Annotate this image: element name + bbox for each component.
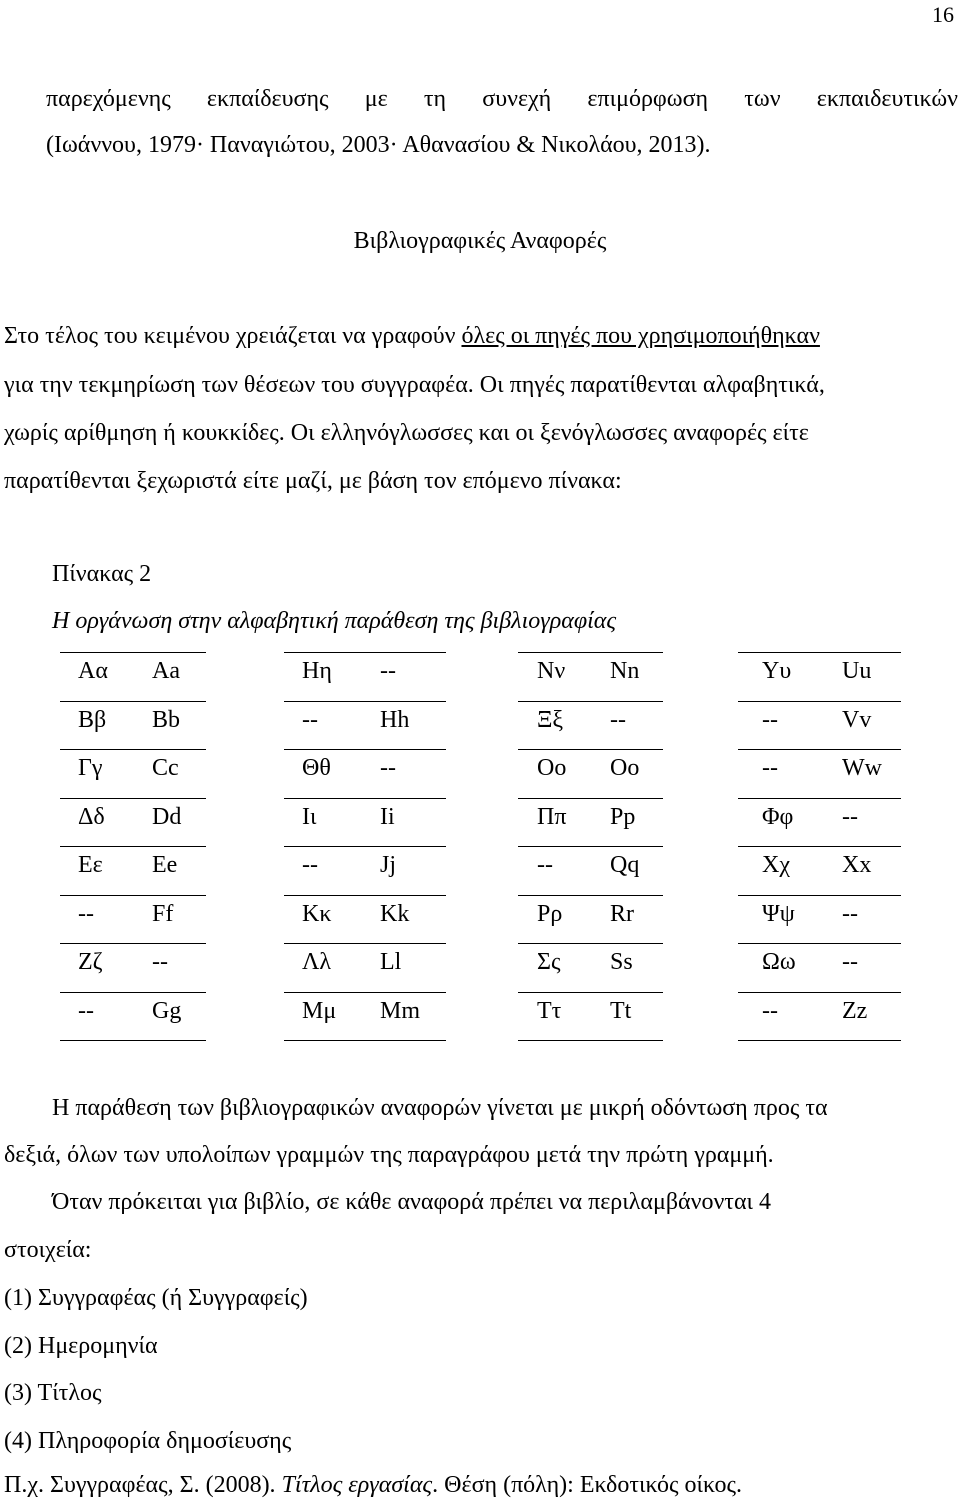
table-cell: Ψψ (762, 900, 795, 927)
example-text-post: . Θέση (πόλη): Εκδοτικός οίκος. (432, 1472, 743, 1498)
table-cell: -- (152, 949, 168, 975)
table-cell: Οο (537, 755, 567, 781)
example-line (4, 1470, 742, 1500)
section-heading: Βιβλιογραφικές Αναφορές (353, 228, 607, 254)
table-cell: Ww (842, 755, 882, 781)
table-caption: Η οργάνωση στην αλφαβητική παράθεση της βιβλιογραφίας (52, 608, 617, 634)
table-cell: -- (762, 997, 778, 1024)
table-cell: Bb (152, 706, 181, 733)
list-item-4: (4) Πληροφορία δημοσίευσης (4, 1428, 292, 1454)
table-cell: -- (78, 900, 94, 927)
table-cell: Δδ (78, 803, 105, 830)
paragraph-1-line-2: (Ιωάννου, 1979· Παναγιώτου, 2003· Αθανασίου & Νικολάου, 2013). (46, 132, 711, 158)
table-rule (518, 652, 663, 653)
table-label: Πίνακας 2 (52, 561, 152, 587)
table-cell: Φφ (762, 803, 794, 830)
table-cell: -- (842, 900, 858, 927)
table-cell: -- (537, 852, 553, 878)
table-rule (60, 992, 206, 993)
table-cell: Ee (152, 852, 178, 878)
table-cell: Kk (380, 900, 410, 927)
table-cell: Aa (152, 658, 180, 684)
table-rule (60, 1040, 206, 1041)
table-cell: -- (380, 658, 396, 684)
table-cell: Ιι (302, 803, 317, 830)
paragraph-2-line-3: χωρίς αρίθμηση ή κουκκίδες. Οι ελληνόγλωσσες και οι ξενόγλωσσες αναφορές είτε (4, 420, 809, 446)
underlined-phrase: όλες οι πηγές που χρησιμοποιήθηκαν (461, 323, 820, 349)
table-rule (284, 943, 446, 944)
table-rule (284, 749, 446, 750)
paragraph-2-line-2: για την τεκμηρίωση των θέσεων του συγγραφέα. Οι πηγές παρατίθενται αλφαβητικά, (4, 372, 825, 398)
table-cell: Αα (78, 658, 108, 684)
table-rule (738, 701, 901, 702)
paragraph-3-line-1: Η παράθεση των βιβλιογραφικών αναφορών γίνεται με μικρή οδόντωση προς τα (52, 1095, 828, 1121)
table-rule (738, 943, 901, 944)
table-rule (284, 895, 446, 896)
table-rule (738, 895, 901, 896)
table-rule (60, 749, 206, 750)
table-rule (518, 943, 663, 944)
table-cell: Ss (610, 949, 633, 975)
table-cell: Uu (842, 658, 872, 684)
table-cell: Vv (842, 706, 872, 733)
table-rule (60, 798, 206, 799)
table-cell: -- (302, 706, 318, 733)
table-cell: -- (610, 706, 626, 733)
table-rule (284, 992, 446, 993)
table-cell: Ρρ (537, 900, 563, 927)
example-text-pre: Π.χ. Συγγραφέας, Σ. (2008). (4, 1472, 282, 1498)
table-cell: Ff (152, 900, 174, 927)
table-rule (738, 652, 901, 653)
table-cell: Χχ (762, 852, 790, 878)
table-cell: Γγ (78, 755, 103, 781)
table-cell: Σς (537, 949, 561, 975)
table-cell: Θθ (302, 755, 331, 781)
list-item-1: (1) Συγγραφέας (ή Συγγραφείς) (4, 1285, 308, 1311)
table-rule (518, 992, 663, 993)
table-rule (284, 846, 446, 847)
table-cell: Νν (537, 658, 566, 684)
table-cell: Xx (842, 852, 872, 878)
table-rule (738, 798, 901, 799)
table-cell: Dd (152, 803, 182, 830)
table-cell: Ll (380, 949, 402, 975)
table-cell: Ωω (762, 949, 796, 975)
table-cell: Rr (610, 900, 634, 927)
table-rule (738, 846, 901, 847)
table-cell: Υυ (762, 658, 792, 684)
paragraph-2-line-1-text: Στο τέλος του κειμένου χρειάζεται να γραφούν (4, 323, 462, 349)
table-rule (60, 701, 206, 702)
table-cell: Hh (380, 706, 410, 733)
table-rule (738, 992, 901, 993)
table-cell: Εε (78, 852, 103, 878)
table-cell: Gg (152, 997, 182, 1024)
table-cell: Tt (610, 997, 632, 1024)
table-cell: Qq (610, 852, 640, 878)
table-rule (284, 798, 446, 799)
table-rule (518, 749, 663, 750)
table-cell: Ξξ (537, 706, 564, 733)
table-cell: -- (78, 997, 94, 1024)
table-cell: Pp (610, 803, 636, 830)
table-cell: Nn (610, 658, 640, 684)
table-cell: Μμ (302, 997, 337, 1024)
table-rule (518, 1040, 663, 1041)
paragraph-3-line-2: δεξιά, όλων των υπολοίπων γραμμών της παραγράφου μετά την πρώτη γραμμή. (4, 1142, 774, 1168)
list-item-2: (2) Ημερομηνία (4, 1333, 158, 1359)
table-cell: -- (762, 755, 778, 781)
table-rule (518, 895, 663, 896)
table-cell: -- (842, 803, 858, 830)
table-rule (738, 1040, 901, 1041)
table-rule (284, 701, 446, 702)
table-cell: Ηη (302, 658, 332, 684)
table-cell: Ππ (537, 803, 567, 830)
table-rule (60, 846, 206, 847)
list-item-3: (3) Τίτλος (4, 1380, 102, 1406)
table-cell: -- (380, 755, 396, 781)
table-cell: Ττ (537, 997, 562, 1024)
table-rule (284, 652, 446, 653)
table-cell: Oo (610, 755, 640, 781)
table-cell: Λλ (302, 949, 332, 975)
table-rule (60, 895, 206, 896)
table-cell: Jj (380, 852, 397, 878)
table-cell: Cc (152, 755, 179, 781)
table-cell: Ζζ (78, 949, 103, 975)
table-cell: Mm (380, 997, 421, 1024)
table-rule (738, 749, 901, 750)
table-rule (518, 701, 663, 702)
paragraph-1-line-1: παρεχόμενης εκπαίδευσης με τη συνεχή επιμόρφωση των εκπαιδευτικών (46, 86, 958, 112)
table-cell: -- (842, 949, 858, 975)
paragraph-4-line-1: Όταν πρόκειται για βιβλίο, σε κάθε αναφορά πρέπει να περιλαμβάνονται 4 (52, 1189, 771, 1215)
table-cell: -- (302, 852, 318, 878)
table-rule (284, 1040, 446, 1041)
table-rule (60, 652, 206, 653)
table-rule (60, 943, 206, 944)
table-cell: -- (762, 706, 778, 733)
example-title: Τίτλος εργασίας (281, 1472, 433, 1498)
paragraph-4-line-2: στοιχεία: (4, 1237, 92, 1263)
table-cell: Zz (842, 997, 868, 1024)
page-number: 16 (932, 2, 954, 27)
table-rule (518, 846, 663, 847)
table-rule (518, 798, 663, 799)
table-cell: Ββ (78, 706, 107, 733)
table-cell: Κκ (302, 900, 332, 927)
paragraph-2-line-4: παρατίθενται ξεχωριστά είτε μαζί, με βάση τον επόμενο πίνακα: (4, 468, 622, 494)
table-cell: Ii (380, 803, 395, 830)
